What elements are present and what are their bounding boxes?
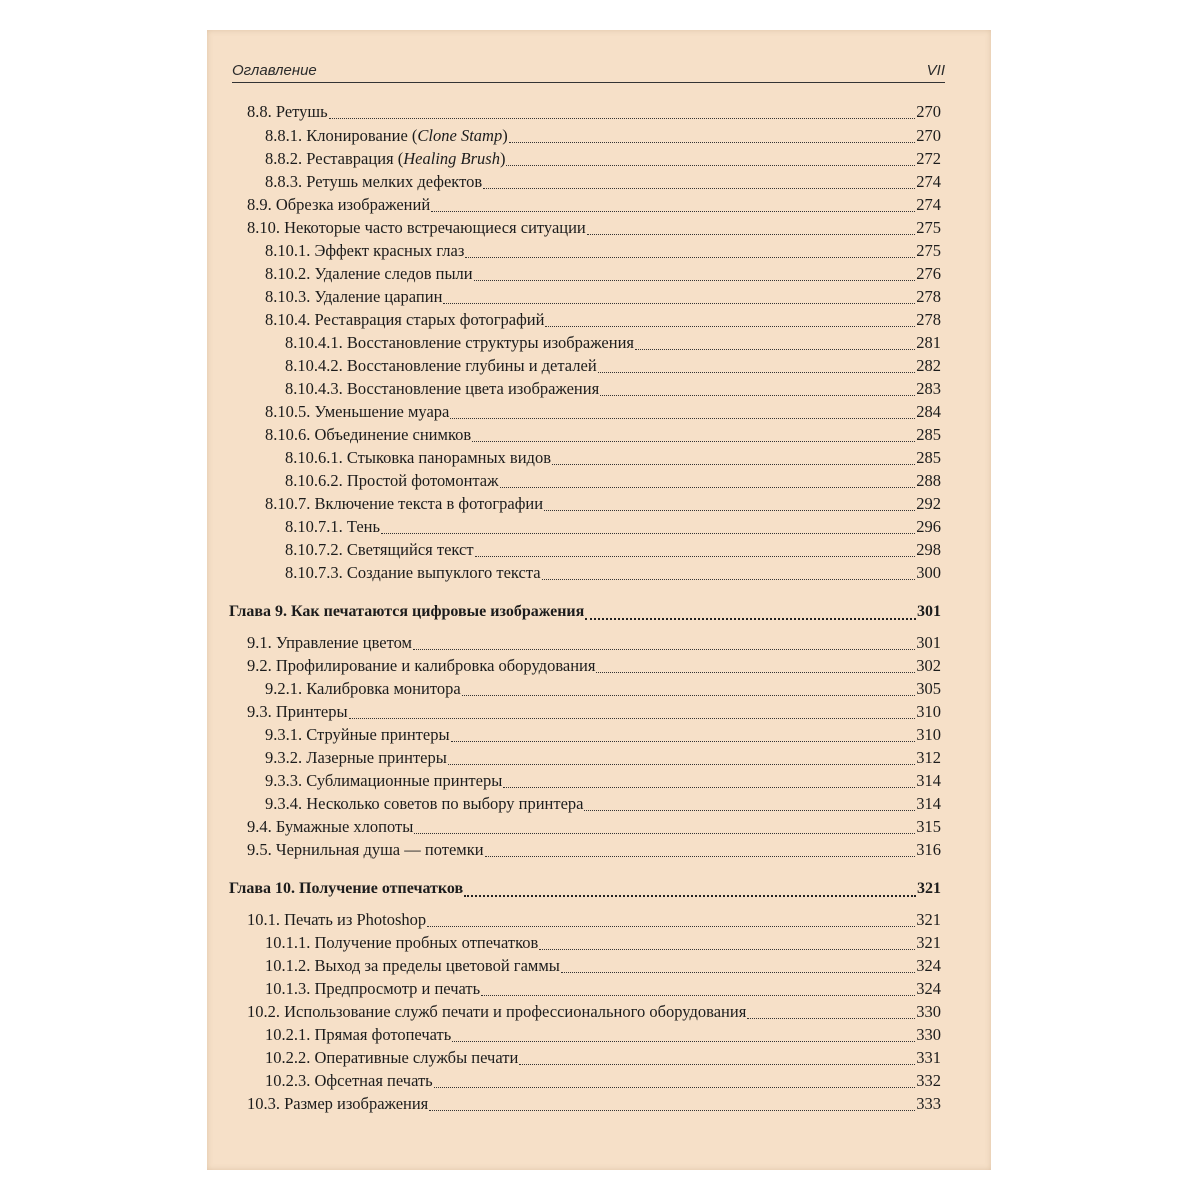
toc-entry-page: 314 — [916, 794, 941, 813]
toc-entry — [229, 817, 941, 839]
toc-entry — [229, 979, 941, 1001]
toc-entry — [229, 471, 941, 493]
toc-entry-title: 10.1.1. Получение пробных отпечатков — [265, 933, 539, 952]
header-rule — [232, 82, 945, 83]
toc-entry-page: 275 — [916, 218, 941, 237]
toc-entry — [229, 172, 941, 194]
dot-leader — [414, 833, 915, 834]
toc-entry-page: 333 — [916, 1094, 941, 1113]
toc-entry-page: 305 — [916, 679, 941, 698]
toc-entry-page: 324 — [916, 979, 941, 998]
dot-leader — [475, 556, 916, 557]
toc-entry-page: 301 — [917, 603, 941, 620]
toc-entry — [229, 956, 941, 978]
toc-entry-page: 285 — [916, 448, 941, 467]
toc-entry-page: 278 — [916, 310, 941, 329]
toc-entry-page: 331 — [916, 1048, 941, 1067]
dot-leader — [509, 142, 916, 143]
toc-entry — [229, 356, 941, 378]
toc-entry-title: 9.3.3. Сублимационные принтеры — [265, 771, 503, 790]
dot-leader — [329, 118, 916, 119]
dot-leader — [451, 741, 916, 742]
toc-entry-title: 8.10.4.1. Восстановление структуры изображения — [285, 333, 634, 352]
toc-entry-title: 8.10.4.3. Восстановление цвета изображения — [285, 379, 600, 398]
toc-entry-page: 275 — [916, 241, 941, 260]
toc-entry-title: Глава 10. Получение отпечатков — [229, 880, 464, 897]
toc-entry — [229, 333, 941, 355]
toc-entry-page: 312 — [916, 748, 941, 767]
toc-entry-page: 278 — [916, 287, 941, 306]
dot-leader — [539, 949, 915, 950]
dot-leader — [519, 1064, 915, 1065]
toc-entry-title: 8.10.4. Реставрация старых фотографий — [265, 310, 545, 329]
toc-entry-page: 272 — [916, 149, 941, 168]
toc-entry-page: 285 — [916, 425, 941, 444]
toc-entry — [229, 725, 941, 747]
dot-leader — [598, 372, 916, 373]
toc-entry — [229, 241, 941, 263]
toc-entry-page: 324 — [916, 956, 941, 975]
toc-entry-title: 10.1. Печать из Photoshop — [247, 910, 427, 929]
toc-entry — [229, 402, 941, 424]
toc-entry-page: 300 — [916, 563, 941, 582]
toc-entry-title: Глава 9. Как печатаются цифровые изображения — [229, 603, 585, 620]
dot-leader — [635, 349, 915, 350]
toc-entry — [229, 1071, 941, 1093]
toc-entry-page: 301 — [916, 633, 941, 652]
toc-entry-title: 8.8.3. Ретушь мелких дефектов — [265, 172, 483, 191]
dot-leader — [552, 464, 915, 465]
toc-entry-title: 9.1. Управление цветом — [247, 633, 412, 652]
toc-entry-title: 8.10.7.1. Тень — [285, 517, 381, 536]
dot-leader — [452, 1041, 915, 1042]
toc-entry — [229, 633, 941, 655]
toc-entry — [229, 264, 941, 286]
dot-leader — [483, 188, 915, 189]
toc-entry-title: 9.2.1. Калибровка монитора — [265, 679, 461, 698]
running-header — [232, 58, 945, 80]
toc-entry — [229, 310, 941, 332]
toc-chapter-entry — [229, 603, 941, 625]
dot-leader — [431, 211, 915, 212]
dot-leader — [434, 1087, 916, 1088]
toc-entry-page: 288 — [916, 471, 941, 490]
toc-entry — [229, 679, 941, 701]
toc-entry — [229, 379, 941, 401]
dot-leader — [462, 695, 916, 696]
toc-entry-page: 330 — [916, 1002, 941, 1021]
toc-entry — [229, 748, 941, 770]
dot-leader — [545, 326, 915, 327]
dot-leader — [587, 234, 915, 235]
toc-entry-title: 8.8.2. Реставрация (Healing Brush) — [265, 149, 506, 168]
toc-entry — [229, 218, 941, 240]
toc-entry-page: 330 — [916, 1025, 941, 1044]
toc-entry-page: 282 — [916, 356, 941, 375]
toc-entry-title: 9.5. Чернильная душа — потемки — [247, 840, 484, 859]
dot-leader — [448, 764, 915, 765]
dot-leader — [450, 418, 915, 419]
toc-entry-title: 8.10.3. Удаление царапин — [265, 287, 443, 306]
toc-entry-page: 270 — [916, 126, 941, 145]
dot-leader — [485, 856, 916, 857]
toc-entry-title: 10.2.3. Офсетная печать — [265, 1071, 433, 1090]
toc-entry — [229, 1025, 941, 1047]
toc-entry — [229, 540, 941, 562]
toc-entry-page: 332 — [916, 1071, 941, 1090]
toc-entry-title: 8.8. Ретушь — [247, 102, 328, 121]
toc-entry-page: 302 — [916, 656, 941, 675]
toc-entry-title: 9.4. Бумажные хлопоты — [247, 817, 414, 836]
toc-entry — [229, 794, 941, 816]
dot-leader — [429, 1110, 915, 1111]
book-page — [207, 30, 991, 1170]
toc-entry-page: 283 — [916, 379, 941, 398]
toc-entry-title: 8.10.5. Уменьшение муара — [265, 402, 450, 421]
toc-entry-title: 9.2. Профилирование и калибровка оборудования — [247, 656, 596, 675]
toc-entry — [229, 1002, 941, 1024]
dot-leader — [503, 787, 915, 788]
toc-entry — [229, 702, 941, 724]
toc-entry-page: 270 — [916, 102, 941, 121]
toc-entry-title: 8.10.7. Включение текста в фотографии — [265, 494, 544, 513]
toc-entry-page: 315 — [916, 817, 941, 836]
dot-leader — [472, 441, 915, 442]
dot-leader — [427, 926, 915, 927]
toc-entry — [229, 1048, 941, 1070]
toc-entry-title: 9.3.1. Струйные принтеры — [265, 725, 450, 744]
dot-leader — [561, 972, 915, 973]
toc-entry — [229, 287, 941, 309]
dot-leader — [584, 810, 915, 811]
toc-entry-title: 8.10. Некоторые часто встречающиеся ситуации — [247, 218, 586, 237]
toc-entry-title: 10.1.3. Предпросмотр и печать — [265, 979, 481, 998]
toc-entry — [229, 933, 941, 955]
toc-entry — [229, 149, 941, 171]
dot-leader — [381, 533, 915, 534]
toc-entry-title: 8.9. Обрезка изображений — [247, 195, 431, 214]
toc-entry-page: 284 — [916, 402, 941, 421]
toc-entry-title: 9.3. Принтеры — [247, 702, 348, 721]
dot-leader — [481, 995, 915, 996]
toc-entry — [229, 494, 941, 516]
toc-entry-page: 274 — [916, 172, 941, 191]
toc-entry-title: 9.3.4. Несколько советов по выбору принтера — [265, 794, 584, 813]
toc-entry-title: 8.10.7.2. Светящийся текст — [285, 540, 474, 559]
toc-entry-page: 274 — [916, 195, 941, 214]
toc-entry-page: 276 — [916, 264, 941, 283]
header-title: Оглавление — [232, 62, 317, 79]
toc-entry-title: 8.10.1. Эффект красных глаз — [265, 241, 465, 260]
dot-leader — [464, 895, 916, 897]
dot-leader — [413, 649, 915, 650]
toc-entry-title: 9.3.2. Лазерные принтеры — [265, 748, 447, 767]
dot-leader — [544, 510, 915, 511]
toc-entry-title: 10.1.2. Выход за пределы цветовой гаммы — [265, 956, 560, 975]
toc-entry-title: 8.10.6.2. Простой фотомонтаж — [285, 471, 499, 490]
toc-entry-title: 8.8.1. Клонирование (Clone Stamp) — [265, 126, 508, 145]
dot-leader — [585, 618, 916, 620]
toc-entry-page: 321 — [916, 933, 941, 952]
toc-entry-title: 10.3. Размер изображения — [247, 1094, 429, 1113]
dot-leader — [506, 165, 915, 166]
toc-entry-title: 8.10.2. Удаление следов пыли — [265, 264, 473, 283]
toc-entry — [229, 910, 941, 932]
toc-entry — [229, 840, 941, 862]
toc-entry-page: 321 — [917, 880, 941, 897]
dot-leader — [474, 280, 916, 281]
toc-entry-page: 281 — [916, 333, 941, 352]
toc-entry — [229, 563, 941, 585]
dot-leader — [747, 1018, 915, 1019]
dot-leader — [465, 257, 915, 258]
toc-entry-page: 310 — [916, 725, 941, 744]
toc-entry — [229, 195, 941, 217]
toc-entry-title: 10.2.1. Прямая фотопечать — [265, 1025, 452, 1044]
toc-entry-title: 8.10.6. Объединение снимков — [265, 425, 472, 444]
toc-entry — [229, 425, 941, 447]
toc-entry-title: 8.10.6.1. Стыковка панорамных видов — [285, 448, 551, 467]
toc-entry — [229, 771, 941, 793]
toc-entry-title: 8.10.7.3. Создание выпуклого текста — [285, 563, 541, 582]
toc-entry-page: 292 — [916, 494, 941, 513]
toc-entry — [229, 1094, 941, 1116]
dot-leader — [600, 395, 915, 396]
toc-entry — [229, 517, 941, 539]
toc-entry-page: 296 — [916, 517, 941, 536]
toc-entry-page: 310 — [916, 702, 941, 721]
toc-entry-page: 321 — [916, 910, 941, 929]
dot-leader — [542, 579, 916, 580]
toc-entry — [229, 126, 941, 148]
toc-entry-page: 316 — [916, 840, 941, 859]
dot-leader — [500, 487, 916, 488]
toc-entry — [229, 102, 941, 124]
toc-entry-page: 314 — [916, 771, 941, 790]
toc-entry-title: 8.10.4.2. Восстановление глубины и деталей — [285, 356, 597, 375]
toc-chapter-entry — [229, 880, 941, 902]
header-page-number: VII — [926, 62, 945, 79]
toc-entry — [229, 656, 941, 678]
dot-leader — [349, 718, 916, 719]
toc-entry-title: 10.2. Использование служб печати и профессионального оборудования — [247, 1002, 747, 1021]
toc-entry-title: 10.2.2. Оперативные службы печати — [265, 1048, 519, 1067]
dot-leader — [443, 303, 915, 304]
toc-entry-page: 298 — [916, 540, 941, 559]
toc-entry — [229, 448, 941, 470]
dot-leader — [596, 672, 915, 673]
